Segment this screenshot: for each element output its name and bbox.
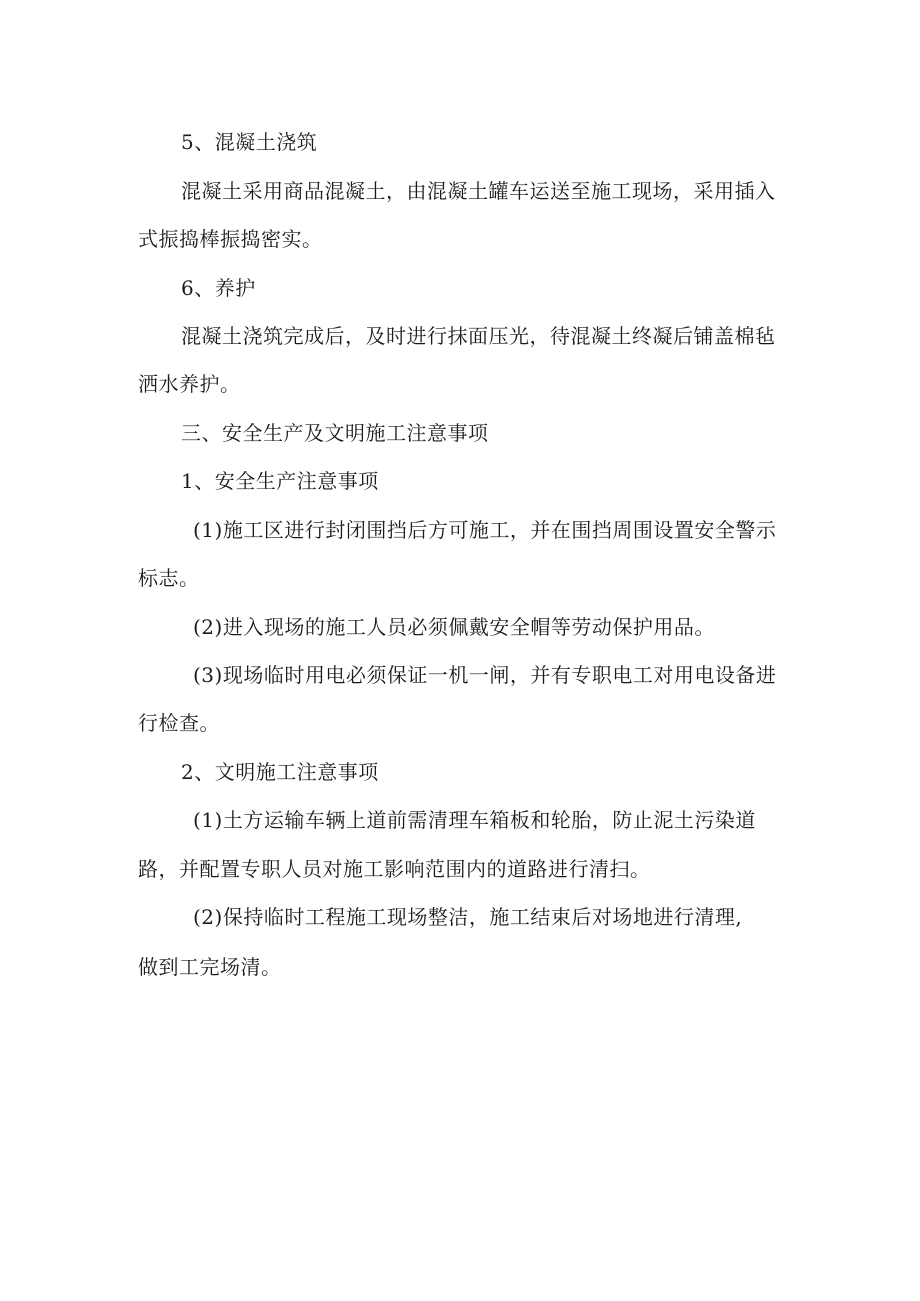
list-item-line: 做到工完场清。 — [138, 955, 282, 979]
section-heading-concrete-pouring: 5、混凝土浇筑 — [181, 130, 318, 154]
list-item-line: 行检查。 — [138, 711, 220, 735]
paragraph-line: 洒水养护。 — [138, 372, 241, 396]
paragraph-line: 混凝土采用商品混凝土，由混凝土罐车运送至施工现场，采用插入 — [181, 179, 776, 203]
section-heading-curing: 6、养护 — [181, 276, 256, 300]
section-heading-safety-civilized: 三、安全生产及文明施工注意事项 — [181, 421, 489, 445]
paragraph-line: 混凝土浇筑完成后，及时进行抹面压光，待混凝土终凝后铺盖棉毡 — [181, 324, 776, 348]
list-item-line: (3)现场临时用电必须保证一机一闸，并有专职电工对用电设备进 — [193, 663, 777, 687]
paragraph-line: 式振捣棒振捣密实。 — [138, 227, 323, 251]
list-item-line: (2)保持临时工程施工现场整洁，施工结束后对场地进行清理, — [193, 905, 743, 929]
list-item-line: 路，并配置专职人员对施工影响范围内的道路进行清扫。 — [138, 857, 651, 881]
subheading-safety-production: 1、安全生产注意事项 — [181, 469, 379, 493]
list-item-line: 标志。 — [138, 566, 200, 590]
list-item-line: (1)施工区进行封闭围挡后方可施工，并在围挡周围设置安全警示 — [193, 518, 777, 542]
list-item-line: (2)进入现场的施工人员必须佩戴安全帽等劳动保护用品。 — [193, 615, 715, 639]
subheading-civilized-construction: 2、文明施工注意事项 — [181, 760, 379, 784]
list-item-line: (1)土方运输车辆上道前需清理车箱板和轮胎，防止泥土污染道 — [193, 808, 756, 832]
